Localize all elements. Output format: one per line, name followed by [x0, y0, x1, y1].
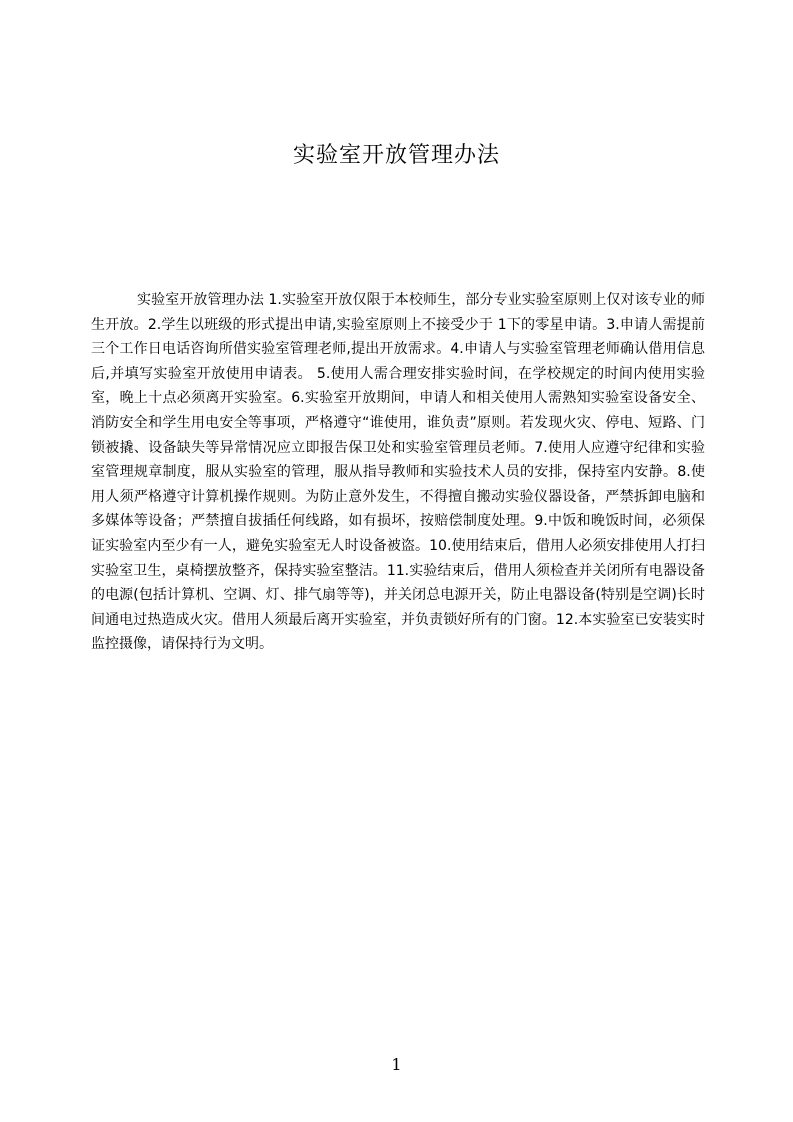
- document-body: 实验室开放管理办法 1.实验室开放仅限于本校师生，部分专业实验室原则上仅对该专业的师生开放。2.学生以班级的形式提出申请,实验室原则上不接受少于 1下的零星申请。3.申请人需提前三个工作日电话咨询所借实验室管理老师,提出开放需求。4.申请人与实验室管理老师确认借用信息后,并填写实验室开放使用申请表。 5.使用人需合理安排实验时间，在学校规定的时间内使用实验室，晚上十点必须离开实验室。6.实验室开放期间，申请人和相关使用人需熟知实验室设备安全、消防安全和学生用电安全等事项，严格遵守“谁使用，谁负责”原则。若发现火灾、停电、短路、门锁被撬、设备缺失等异常情况应立即报告保卫处和实验室管理员老师。7.使用人应遵守纪律和实验室管理规章制度，服从实验室的管理，服从指导教师和实验技术人员的安排，保持室内安静。8.使用人须严格遵守计算机操作规则。为防止意外发生，不得擅自搬动实验仪器设备，严禁拆卸电脑和多媒体等设备；严禁擅自拔插任何线路，如有损坏，按赔偿制度处理。9.中饭和晚饭时间，必须保证实验室内至少有一人，避免实验室无人时设备被盗。10.使用结束后，借用人必须安排使用人打扫实验室卫生，桌椅摆放整齐，保持实验室整洁。11.实验结束后，借用人须检查并关闭所有电器设备的电源(包括计算机、空调、灯、排气扇等等)，并关闭总电源开关，防止电器设备(特别是空调)长时间通电过热造成火灾。借用人须最后离开实验室，并负责锁好所有的门窗。12.本实验室已安装实时监控摄像，请保持行为文明。: [91, 292, 705, 653]
- page-number: 1: [391, 1055, 402, 1074]
- document-title: 实验室开放管理办法: [292, 143, 500, 168]
